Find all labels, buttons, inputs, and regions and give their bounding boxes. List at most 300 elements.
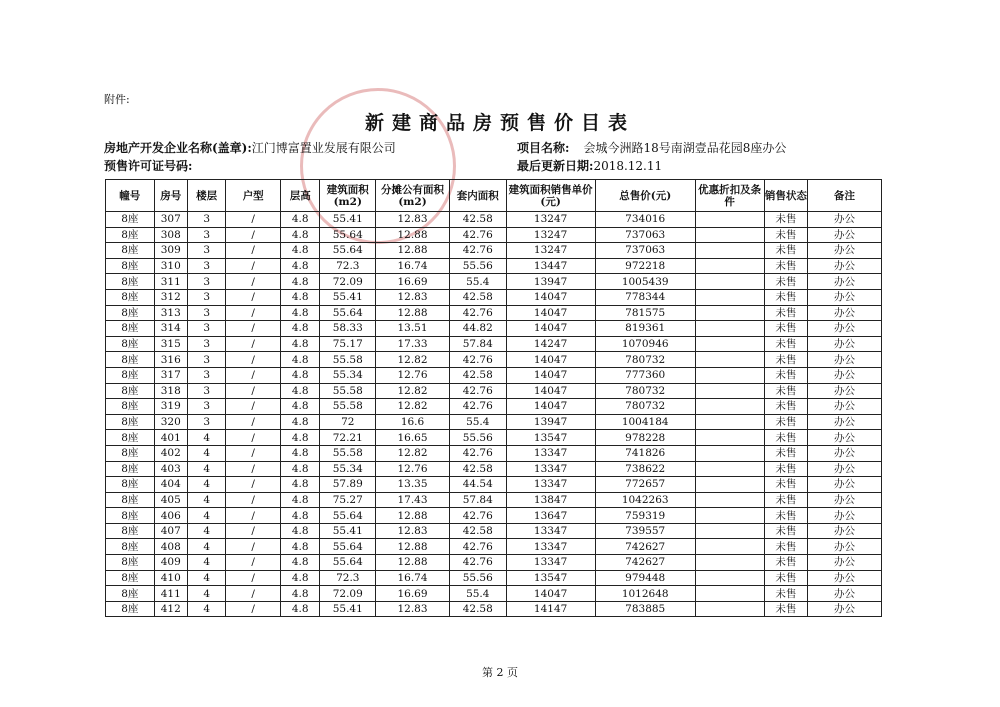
table-cell: 4 [187, 523, 225, 539]
table-cell: 8座 [106, 367, 155, 383]
table-cell: 办公 [808, 227, 882, 243]
table-cell: 12.82 [376, 399, 450, 415]
table-cell: 13547 [506, 430, 595, 446]
table-cell: 14247 [506, 336, 595, 352]
table-cell: 42.76 [449, 555, 506, 571]
table-cell: 办公 [808, 445, 882, 461]
table-cell: 72.3 [320, 570, 376, 586]
table-cell: 未售 [764, 305, 808, 321]
table-cell: 410 [154, 570, 187, 586]
table-row [106, 305, 882, 321]
table-cell: 55.4 [449, 274, 506, 290]
table-cell: 8座 [106, 243, 155, 259]
table-cell: 4 [187, 570, 225, 586]
table-cell: 4 [187, 430, 225, 446]
table-cell: 55.58 [320, 383, 376, 399]
table-cell: 972218 [595, 258, 695, 274]
table-cell: 8座 [106, 492, 155, 508]
table-cell: 42.58 [449, 601, 506, 617]
table-cell: 42.76 [449, 383, 506, 399]
table-cell: 4 [187, 601, 225, 617]
table-cell [695, 383, 764, 399]
table-cell: 16.69 [376, 586, 450, 602]
table-cell: 55.58 [320, 445, 376, 461]
table-cell: 13347 [506, 539, 595, 555]
table-cell: 13647 [506, 508, 595, 524]
table-cell: 3 [187, 212, 225, 228]
table-row [106, 367, 882, 383]
table-cell: 4.8 [281, 461, 320, 477]
table-cell: / [226, 367, 281, 383]
table-cell: 13347 [506, 555, 595, 571]
table-cell: 57.84 [449, 492, 506, 508]
table-cell: 8座 [106, 539, 155, 555]
table-cell: 12.83 [376, 601, 450, 617]
table-cell [695, 227, 764, 243]
table-cell [695, 461, 764, 477]
table-cell: 16.69 [376, 274, 450, 290]
table-cell: 42.76 [449, 508, 506, 524]
column-header: 建筑面积(m2) [320, 180, 376, 212]
column-header: 总售价(元) [595, 180, 695, 212]
table-cell [695, 336, 764, 352]
table-cell: 310 [154, 258, 187, 274]
table-cell: 4.8 [281, 508, 320, 524]
developer-line [104, 139, 396, 156]
table-cell: 4 [187, 555, 225, 571]
table-cell: 14047 [506, 305, 595, 321]
table-cell: 72.09 [320, 586, 376, 602]
table-cell: / [226, 430, 281, 446]
table-cell: 办公 [808, 352, 882, 368]
table-cell: 319 [154, 399, 187, 415]
table-cell: 742627 [595, 555, 695, 571]
table-cell: 4 [187, 508, 225, 524]
table-cell: 8座 [106, 445, 155, 461]
table-cell: / [226, 445, 281, 461]
table-cell: 8座 [106, 555, 155, 571]
table-cell: 14047 [506, 352, 595, 368]
column-header: 备注 [808, 180, 882, 212]
table-cell: 12.88 [376, 227, 450, 243]
table-cell: 4.8 [281, 336, 320, 352]
table-cell: / [226, 352, 281, 368]
table-cell: 8座 [106, 274, 155, 290]
table-cell: 819361 [595, 321, 695, 337]
table-cell [695, 601, 764, 617]
table-cell: 1004184 [595, 414, 695, 430]
table-cell: / [226, 508, 281, 524]
table-cell: 42.58 [449, 212, 506, 228]
table-row [106, 336, 882, 352]
column-header: 户型 [226, 180, 281, 212]
table-cell: / [226, 274, 281, 290]
table-cell: 57.84 [449, 336, 506, 352]
table-cell [695, 367, 764, 383]
table-cell: 8座 [106, 352, 155, 368]
table-cell: 14047 [506, 586, 595, 602]
table-cell: 75.27 [320, 492, 376, 508]
table-cell [695, 430, 764, 446]
column-header: 房号 [154, 180, 187, 212]
table-cell: 13347 [506, 461, 595, 477]
table-cell: 42.58 [449, 367, 506, 383]
table-cell: 14147 [506, 601, 595, 617]
table-cell: 8座 [106, 289, 155, 305]
table-cell: 1012648 [595, 586, 695, 602]
table-cell: 办公 [808, 508, 882, 524]
table-cell: 4.8 [281, 243, 320, 259]
table-cell: / [226, 555, 281, 571]
table-cell: 55.4 [449, 586, 506, 602]
table-cell: 办公 [808, 461, 882, 477]
table-cell: 55.64 [320, 539, 376, 555]
table-cell [695, 477, 764, 493]
table-cell: / [226, 523, 281, 539]
table-cell: 8座 [106, 586, 155, 602]
table-cell: 1070946 [595, 336, 695, 352]
table-cell: 办公 [808, 274, 882, 290]
table-cell: 4 [187, 477, 225, 493]
table-cell: 14047 [506, 367, 595, 383]
table-cell: 316 [154, 352, 187, 368]
table-cell [695, 539, 764, 555]
table-row [106, 430, 882, 446]
table-cell: 办公 [808, 601, 882, 617]
table-cell: 12.88 [376, 508, 450, 524]
table-cell: 4.8 [281, 258, 320, 274]
table-cell: 739557 [595, 523, 695, 539]
table-cell: 4.8 [281, 321, 320, 337]
project-value: 会城今洲路18号南湖壹品花园8座办公 [583, 141, 787, 155]
table-cell: 55.4 [449, 414, 506, 430]
table-cell: 315 [154, 336, 187, 352]
table-cell: 42.76 [449, 227, 506, 243]
table-cell: 42.76 [449, 445, 506, 461]
table-cell: / [226, 383, 281, 399]
table-cell: 8座 [106, 508, 155, 524]
page-title: 新建商品房预售价目表 [364, 112, 635, 134]
table-cell: 4.8 [281, 289, 320, 305]
table-cell: 未售 [764, 258, 808, 274]
table-cell: / [226, 414, 281, 430]
table-cell: / [226, 399, 281, 415]
table-cell: 4 [187, 586, 225, 602]
table-cell: 309 [154, 243, 187, 259]
table-cell: 办公 [808, 414, 882, 430]
table-cell: 1042263 [595, 492, 695, 508]
table-cell: 55.41 [320, 289, 376, 305]
table-cell: / [226, 461, 281, 477]
table-cell: 402 [154, 445, 187, 461]
table-cell: 3 [187, 399, 225, 415]
permit-line [104, 157, 192, 174]
table-cell [695, 414, 764, 430]
table-row [106, 289, 882, 305]
table-cell [695, 445, 764, 461]
project-label: 项目名称: [517, 141, 570, 155]
table-cell: 8座 [106, 430, 155, 446]
table-cell: 3 [187, 243, 225, 259]
table-cell: 4.8 [281, 352, 320, 368]
table-cell: 42.76 [449, 352, 506, 368]
table-row [106, 352, 882, 368]
table-cell: 8座 [106, 212, 155, 228]
table-cell: 未售 [764, 383, 808, 399]
table-cell: / [226, 477, 281, 493]
table-cell: 411 [154, 586, 187, 602]
table-cell: / [226, 258, 281, 274]
table-cell: 16.65 [376, 430, 450, 446]
table-cell: 72.21 [320, 430, 376, 446]
table-cell: 4.8 [281, 492, 320, 508]
table-cell: 13547 [506, 570, 595, 586]
table-cell: 3 [187, 336, 225, 352]
table-cell: 3 [187, 383, 225, 399]
table-cell [695, 243, 764, 259]
table-cell: 8座 [106, 383, 155, 399]
table-cell: 780732 [595, 352, 695, 368]
table-cell: / [226, 305, 281, 321]
table-cell: 55.64 [320, 305, 376, 321]
table-cell: 办公 [808, 523, 882, 539]
table-cell: 4 [187, 492, 225, 508]
table-cell: 409 [154, 555, 187, 571]
table-cell: 办公 [808, 336, 882, 352]
table-cell: 12.83 [376, 212, 450, 228]
table-cell: 13847 [506, 492, 595, 508]
table-cell: 42.76 [449, 243, 506, 259]
table-cell: 8座 [106, 461, 155, 477]
table-cell [695, 570, 764, 586]
table-cell: 13.51 [376, 321, 450, 337]
table-cell: 办公 [808, 477, 882, 493]
table-cell: 16.74 [376, 258, 450, 274]
table-cell: 979448 [595, 570, 695, 586]
table-cell: 12.88 [376, 539, 450, 555]
table-cell: 14047 [506, 321, 595, 337]
page-number: 第 2 页 [482, 666, 518, 679]
table-cell: 42.58 [449, 289, 506, 305]
table-cell: 3 [187, 227, 225, 243]
table-cell: 13347 [506, 445, 595, 461]
table-cell: 4.8 [281, 586, 320, 602]
table-cell: 3 [187, 274, 225, 290]
column-header: 套内面积 [449, 180, 506, 212]
table-cell: 办公 [808, 243, 882, 259]
table-cell: 办公 [808, 305, 882, 321]
table-cell: 12.88 [376, 555, 450, 571]
table-cell: 42.58 [449, 523, 506, 539]
table-cell: 12.82 [376, 383, 450, 399]
table-cell: 780732 [595, 399, 695, 415]
table-cell: / [226, 227, 281, 243]
table-cell: 8座 [106, 570, 155, 586]
price-table-body [106, 212, 882, 617]
table-cell: 55.64 [320, 555, 376, 571]
table-cell: 12.88 [376, 305, 450, 321]
table-cell: 办公 [808, 367, 882, 383]
table-cell: 4.8 [281, 570, 320, 586]
table-cell: 4.8 [281, 601, 320, 617]
table-cell: 12.82 [376, 352, 450, 368]
table-cell: 12.76 [376, 461, 450, 477]
table-cell: 3 [187, 367, 225, 383]
table-cell: 978228 [595, 430, 695, 446]
table-cell: 3 [187, 321, 225, 337]
update-line [517, 157, 662, 174]
table-cell: 13247 [506, 227, 595, 243]
table-cell [695, 352, 764, 368]
column-header: 优惠折扣及条件 [695, 180, 764, 212]
table-row [106, 523, 882, 539]
table-cell: 未售 [764, 570, 808, 586]
table-cell: 13.35 [376, 477, 450, 493]
table-cell: 8座 [106, 305, 155, 321]
table-cell: 318 [154, 383, 187, 399]
table-cell: 72.3 [320, 258, 376, 274]
table-cell: 13347 [506, 477, 595, 493]
table-row [106, 212, 882, 228]
table-cell: 4.8 [281, 414, 320, 430]
table-cell [695, 492, 764, 508]
table-cell: 55.56 [449, 570, 506, 586]
table-cell: 404 [154, 477, 187, 493]
table-cell: 3 [187, 305, 225, 321]
project-line [517, 139, 786, 156]
table-cell: 55.34 [320, 367, 376, 383]
table-cell: 13247 [506, 243, 595, 259]
table-cell: 55.58 [320, 399, 376, 415]
table-cell: 401 [154, 430, 187, 446]
table-cell: 55.64 [320, 227, 376, 243]
table-cell: 4 [187, 445, 225, 461]
table-cell: / [226, 586, 281, 602]
table-cell [695, 212, 764, 228]
column-header: 层高 [281, 180, 320, 212]
table-cell: 737063 [595, 243, 695, 259]
table-row [106, 445, 882, 461]
table-cell: 55.41 [320, 601, 376, 617]
table-cell: 44.82 [449, 321, 506, 337]
table-cell: 未售 [764, 477, 808, 493]
table-row [106, 321, 882, 337]
table-cell: / [226, 601, 281, 617]
table-cell: 办公 [808, 383, 882, 399]
table-cell: 办公 [808, 321, 882, 337]
table-cell: 4.8 [281, 555, 320, 571]
table-cell: 3 [187, 352, 225, 368]
table-cell: 407 [154, 523, 187, 539]
table-cell: 未售 [764, 586, 808, 602]
table-cell: / [226, 243, 281, 259]
table-cell: 14047 [506, 289, 595, 305]
table-cell: 44.54 [449, 477, 506, 493]
table-cell: 办公 [808, 212, 882, 228]
table-cell [695, 289, 764, 305]
table-cell: 未售 [764, 555, 808, 571]
table-cell: 4.8 [281, 227, 320, 243]
table-cell: 403 [154, 461, 187, 477]
table-cell [695, 305, 764, 321]
table-cell: 未售 [764, 539, 808, 555]
table-row [106, 555, 882, 571]
table-row [106, 539, 882, 555]
table-cell: 8座 [106, 227, 155, 243]
update-value: 2018.12.11 [593, 159, 663, 173]
table-cell: 55.58 [320, 352, 376, 368]
table-cell: 8座 [106, 258, 155, 274]
table-cell: 55.56 [449, 430, 506, 446]
table-cell: 412 [154, 601, 187, 617]
table-cell: 42.76 [449, 539, 506, 555]
table-cell: 未售 [764, 414, 808, 430]
table-cell: 未售 [764, 601, 808, 617]
table-cell: 12.88 [376, 243, 450, 259]
permit-label: 预售许可证号码: [104, 159, 193, 173]
table-row [106, 492, 882, 508]
table-cell: / [226, 570, 281, 586]
table-row [106, 258, 882, 274]
table-cell: 55.64 [320, 243, 376, 259]
table-cell: 72.09 [320, 274, 376, 290]
table-row [106, 274, 882, 290]
table-cell: 办公 [808, 570, 882, 586]
table-cell: 780732 [595, 383, 695, 399]
table-cell: 4.8 [281, 383, 320, 399]
table-cell [695, 523, 764, 539]
table-cell: 未售 [764, 399, 808, 415]
table-row [106, 227, 882, 243]
table-cell: 13247 [506, 212, 595, 228]
table-cell: 312 [154, 289, 187, 305]
table-cell: 13947 [506, 274, 595, 290]
table-cell: 58.33 [320, 321, 376, 337]
table-cell: 42.76 [449, 305, 506, 321]
table-cell: 12.76 [376, 367, 450, 383]
table-cell: 777360 [595, 367, 695, 383]
table-cell: 未售 [764, 212, 808, 228]
table-row [106, 570, 882, 586]
table-cell: 55.56 [449, 258, 506, 274]
table-cell: 办公 [808, 586, 882, 602]
table-cell: 12.82 [376, 445, 450, 461]
table-cell: 8座 [106, 601, 155, 617]
table-cell: 办公 [808, 399, 882, 415]
table-cell: / [226, 289, 281, 305]
table-cell: 8座 [106, 477, 155, 493]
table-cell: 4.8 [281, 399, 320, 415]
table-cell: 办公 [808, 539, 882, 555]
table-cell: 4.8 [281, 430, 320, 446]
table-cell: 未售 [764, 289, 808, 305]
table-cell: 8座 [106, 399, 155, 415]
table-cell: 8座 [106, 414, 155, 430]
table-cell: 4.8 [281, 367, 320, 383]
table-cell: 1005439 [595, 274, 695, 290]
table-cell: / [226, 212, 281, 228]
table-cell: 8座 [106, 336, 155, 352]
table-cell: 办公 [808, 289, 882, 305]
table-cell: 737063 [595, 227, 695, 243]
table-cell: 55.64 [320, 508, 376, 524]
table-cell: 8座 [106, 523, 155, 539]
table-cell: 4.8 [281, 274, 320, 290]
table-cell: 741826 [595, 445, 695, 461]
table-cell: 13347 [506, 523, 595, 539]
table-cell: 783885 [595, 601, 695, 617]
column-header: 销售状态 [764, 180, 808, 212]
